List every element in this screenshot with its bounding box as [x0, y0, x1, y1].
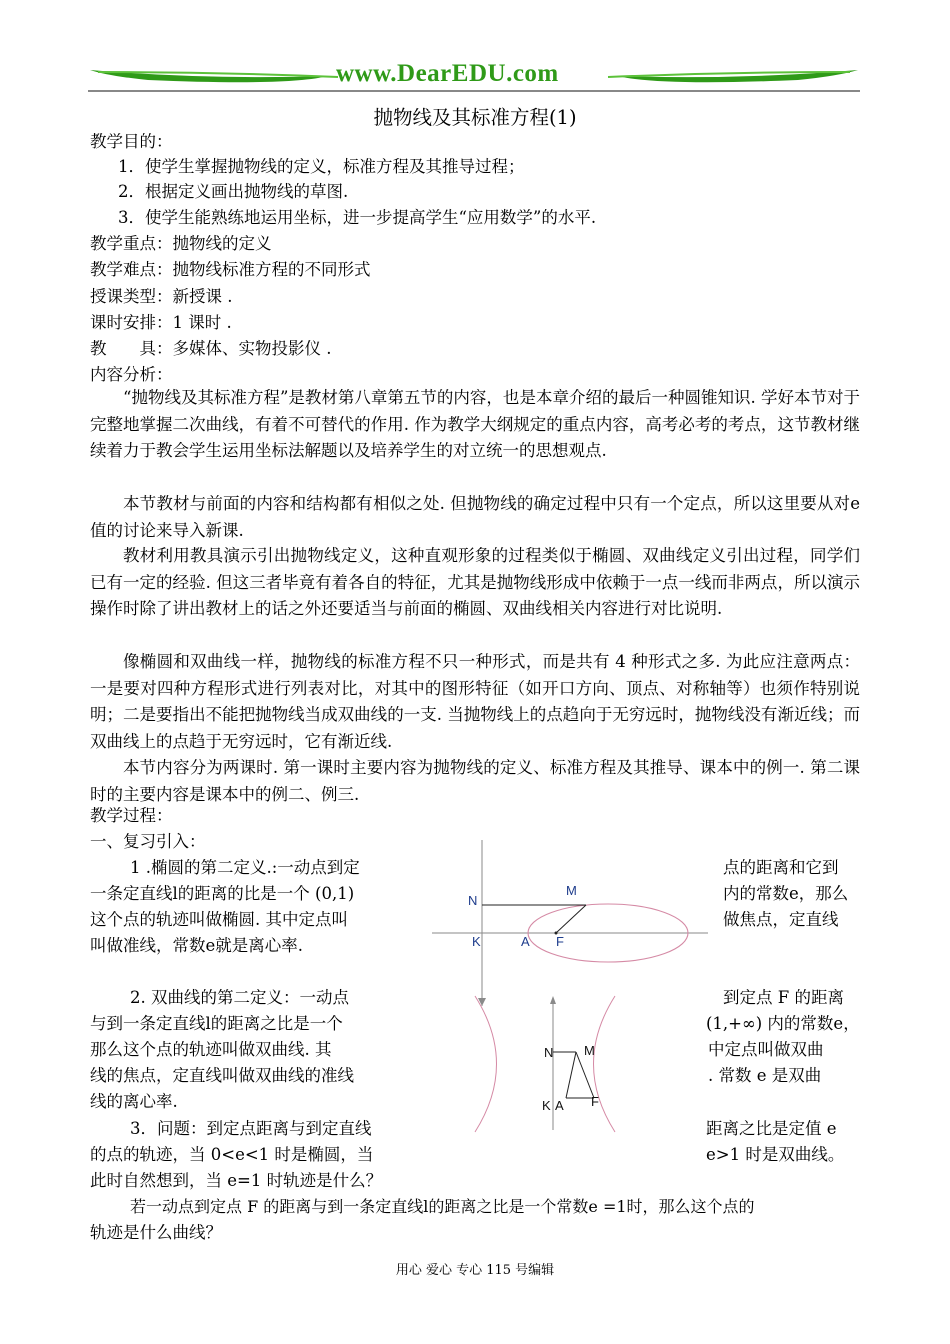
point-n-label: N	[468, 893, 478, 908]
hyperbola-def-line: 2. 双曲线的第二定义：一动点	[130, 988, 349, 1007]
analysis-paragraph: “抛物线及其标准方程”是教材第八章第五节的内容，也是本章介绍的最后一种圆锥知识. 学好本节对于完整地掌握二次曲线，有着不可替代的作用. 作为教学大纲规定的重点内容，高考必考的考点，这节教材继续着力于教会学生运用坐标法解题以及培养学生的对立统一的思想观点.	[90, 388, 860, 460]
objective-item: 2．根据定义画出抛物线的草图.	[118, 182, 349, 201]
objective-item: 1．使学生掌握抛物线的定义，标准方程及其推导过程；	[118, 157, 525, 176]
page-footer: 用心 爱心 专心 115 号编辑	[395, 1263, 555, 1278]
hyperbola-def-right: 到定点 F 的距离	[723, 988, 844, 1007]
ellipse-diagram	[430, 838, 710, 1008]
hyperbola-diagram	[470, 994, 620, 1134]
schedule: 课时安排：1 课时 .	[90, 313, 232, 332]
analysis-paragraph: 本节教材与前面的内容和结构都有相似之处. 但抛物线的确定过程中只有一个定点，所以这里要从对e值的讨论来导入新课.	[90, 494, 860, 540]
analysis-paragraph: 教材利用教具演示引出抛物线定义，这种直观形象的过程类似于椭圆、双曲线定义引出过程，同学们已有一定的经验. 但这三者毕竟有着各自的特征，尤其是抛物线形成中依赖于一点一线而非两点，所以演示操作时除了讲出教材上的话之外还要适当与前面的椭圆、双曲线相关内容进行对比说明.	[90, 546, 860, 618]
site-logo: www.DearEDU.com	[336, 60, 559, 87]
analysis-paragraph: 像椭圆和双曲线一样，抛物线的标准方程不只一种形式，而是共有 4 种形式之多. 为此应注意两点：一是要对四种方程形式进行列表对比，对其中的图形特征（如开口方向、顶点、对称轴等）也须作特别说明；二是要指出不能把抛物线当成双曲线的一支. 当抛物线上的点趋向于无穷远时，抛物线没有渐近线；而双曲线上的点趋于无穷远时，它有渐近线.	[90, 652, 860, 751]
hyperbola-def-line: 线的焦点，定直线叫做双曲线的准线	[90, 1066, 354, 1085]
question-line: 此时自然想到，当 e=1 时轨迹是什么？	[90, 1171, 383, 1190]
point-f-label: F	[556, 934, 564, 949]
review-heading: 一、复习引入：	[90, 832, 206, 851]
ellipse-def-right: 点的距离和它到	[723, 858, 839, 877]
hyperbola-def-right: 中定点叫做双曲	[708, 1040, 824, 1059]
question-right: e>1 时是双曲线。	[706, 1145, 845, 1164]
key-point: 教学重点：抛物线的定义	[90, 234, 272, 253]
ellipse-def-right: 做焦点，定直线	[723, 910, 839, 929]
hyperbola-def-line: 与到一条定直线l的距离之比是一个	[90, 1014, 343, 1033]
hyperbola-def-right: . 常数 e 是双曲	[708, 1066, 822, 1085]
page-title: 抛物线及其标准方程(1)	[373, 106, 577, 129]
ellipse-figure	[430, 838, 710, 1008]
point-m-label: M	[566, 883, 577, 898]
question-line: 轨迹是什么曲线？	[90, 1223, 222, 1242]
hyperbola-figure	[470, 994, 620, 1134]
process-heading: 教学过程：	[90, 806, 173, 825]
point-a-label: A	[521, 934, 530, 949]
ellipse-def-right: 内的常数e，那么	[723, 884, 849, 903]
hyperbola-def-line: 那么这个点的轨迹叫做双曲线. 其	[90, 1040, 332, 1059]
hyperbola-def-right: (1,+∞) 内的常数e，	[706, 1014, 860, 1033]
analysis-heading: 内容分析：	[90, 365, 173, 384]
question-line: 若一动点到定点 F 的距离与到一条定直线l的距离之比是一个常数e =1时，那么这个点的	[130, 1197, 755, 1216]
difficulty: 教学难点：抛物线标准方程的不同形式	[90, 260, 371, 279]
objective-item: 3．使学生能熟练地运用坐标，进一步提高学生“应用数学”的水平.	[118, 208, 597, 227]
point-m-label: M	[584, 1043, 595, 1058]
hyperbola-def-line: 线的离心率.	[90, 1092, 178, 1111]
ellipse-def-line: 这个点的轨迹叫做椭圆. 其中定点叫	[90, 910, 348, 929]
ellipse-def-line: 一条定直线l的距离的比是一个 (0,1)	[90, 884, 355, 903]
analysis-paragraph: 本节内容分为两课时. 第一课时主要内容为抛物线的定义、标准方程及其推导、课本中的例一. 第二课时的主要内容是课本中的例二、例三.	[90, 758, 860, 804]
point-k-label: K	[472, 934, 481, 949]
header-banner	[88, 58, 860, 98]
question-right: 距离之比是定值 e	[706, 1119, 837, 1138]
point-k-label: K	[542, 1098, 551, 1113]
question-line: 的点的轨迹，当 0<e<1 时是椭圆，当	[90, 1145, 374, 1164]
point-f-label: F	[591, 1094, 599, 1109]
lesson-type: 授课类型：新授课 .	[90, 287, 233, 306]
ellipse-def-line: 1 .椭圆的第二定义.:一动点到定	[130, 858, 360, 877]
tools: 教 具：多媒体、实物投影仪 .	[90, 339, 332, 358]
objectives-heading: 教学目的：	[90, 132, 173, 151]
question-line: 3．问题：到定点距离与到定直线	[130, 1119, 372, 1138]
ellipse-def-line: 叫做准线，常数e就是离心率.	[90, 936, 304, 955]
point-a-label: A	[555, 1098, 564, 1113]
point-n-label: N	[544, 1045, 554, 1060]
